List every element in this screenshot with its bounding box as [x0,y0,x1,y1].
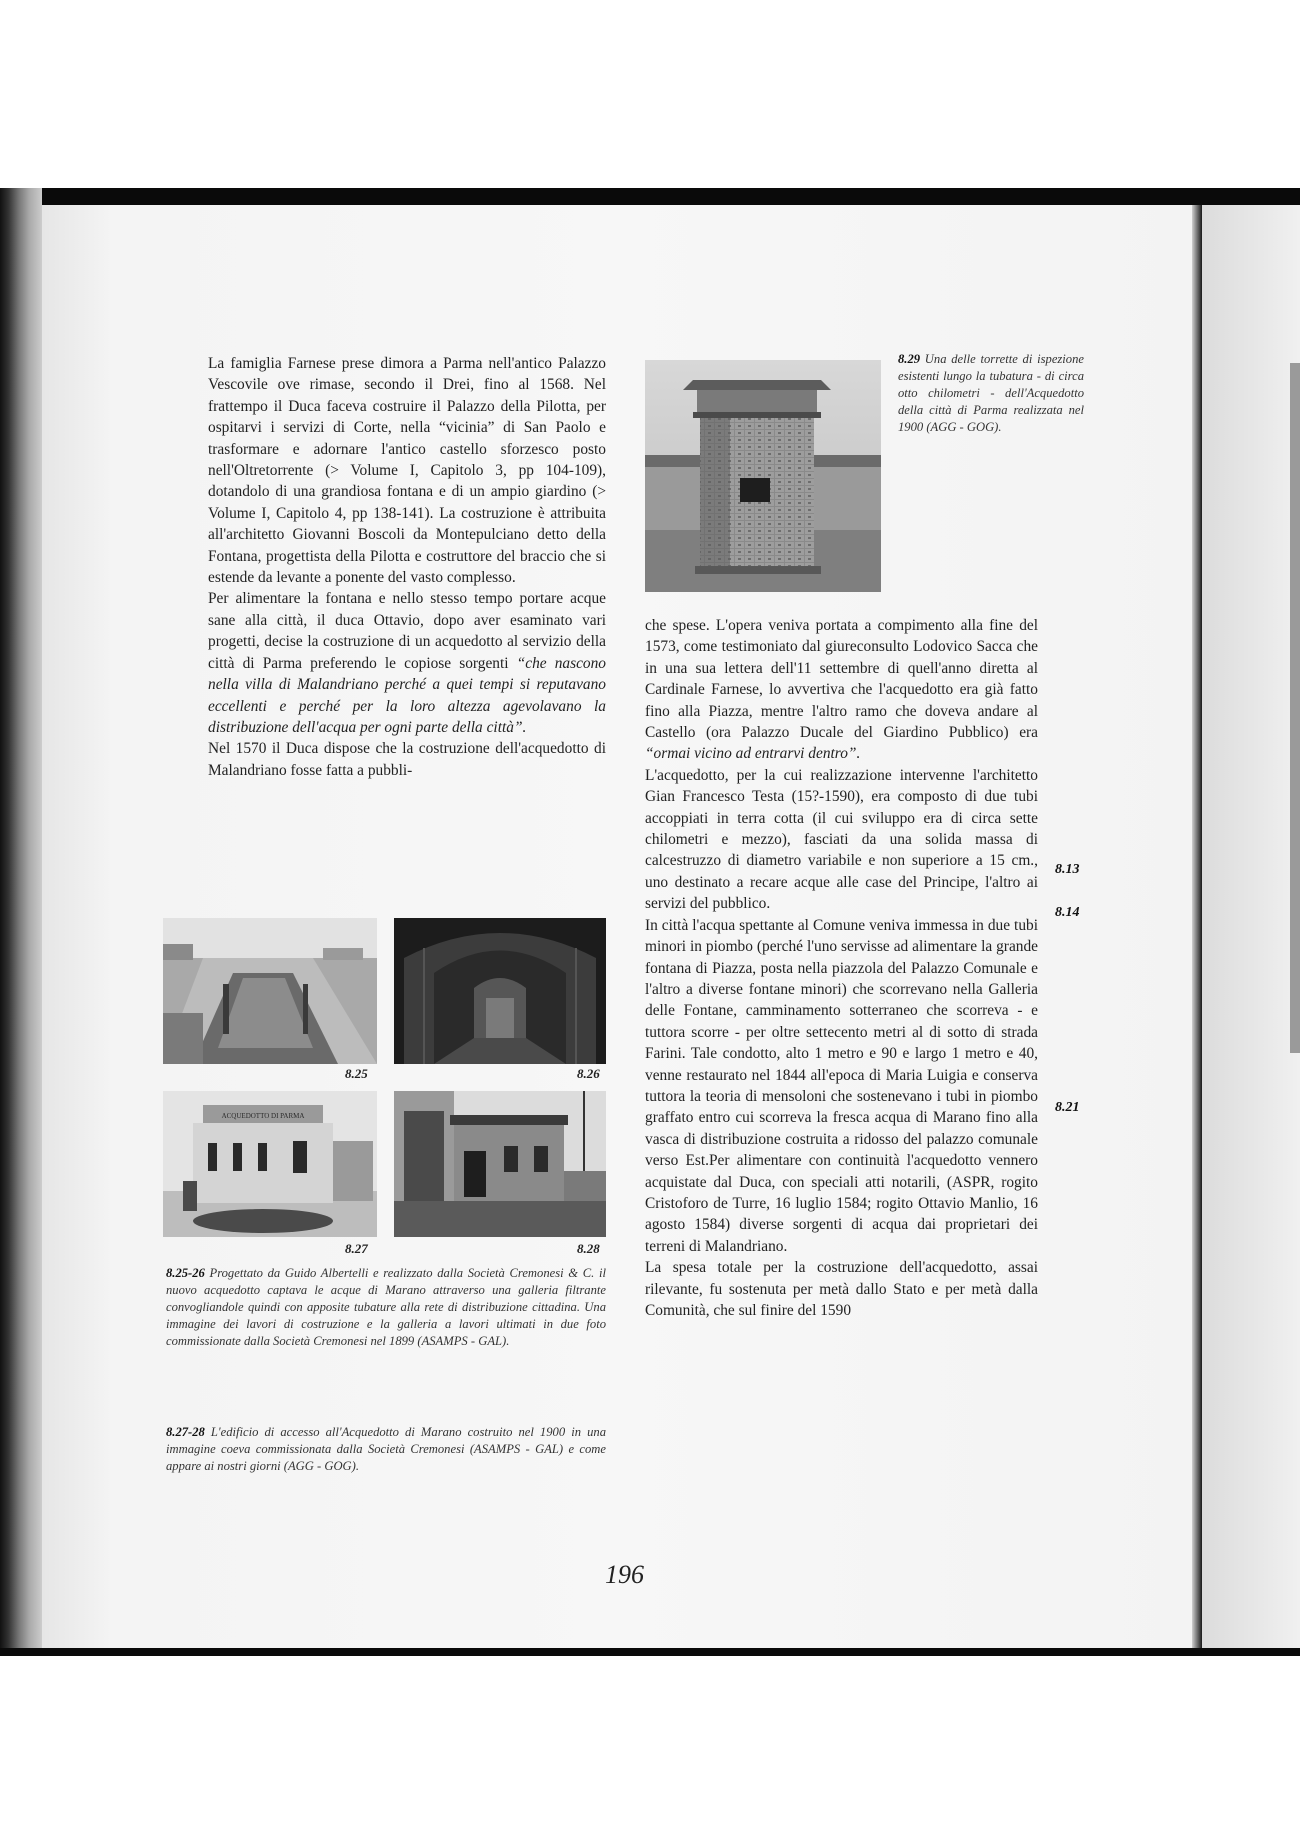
paragraph: Per alimentare la fontana e nello stesso tempo portare acque sane alla città, il duca Ottavio, dopo aver esaminato vari progetti, decise la costruzione di un acquedotto al servizio della città di Parma preferendo le copiose sorgenti “che nascono nella villa di Malandriano perché a quei tempi si reputavano eccellenti e perché per la loro altezza agevolavano la distribuzione dell'acqua per ogni parte della città”. [208,590,607,736]
quote-italic: “che nascono nella villa di Malandriano perché a quei tempi si reputavano eccellenti e perché per la loro altezza agevolavano la distribuzione dell'acqua per ogni parte della città”. [208,654,607,736]
page-gutter [1192,205,1202,1648]
caption-8-25-26: 8.25-26 Progettato da Guido Albertelli e realizzato dalla Società Cremonesi & C. il nuovo acquedotto captava le acque di Marano attraverso una galleria filtrante convogliandole quindi con apposite tubature alla rete di distribuzione cittadina. Una immagine dei lavori di costruzione e la galleria a lavori ultimati in due foto commissionate dalla Società Cremonesi nel 1899 (ASAMPS - GAL). [166,1266,606,1348]
next-page-edge [1202,205,1300,1648]
quote-italic: “ormai vicino ad entrarvi dentro”. [645,745,861,763]
photo-label: 8.25 [345,1066,368,1081]
building-sign-text: ACQUEDOTTO DI PARMA [221,1112,305,1120]
right-text-column [645,615,1038,1321]
paragraph: L'acquedotto, per la cui realizzazione intervenne l'architetto Gian Francesco Testa (15?-1590), era composto di due tubi accoppiati in terra cotta (il cui sviluppo era di circa sette chilometri e mezzo), fasciati da una solida massa di calcestruzzo di diametro variabile e non superiore a 15 cm., uno destinato a recare acque alle case del Principe, l'altro ai servizi del pubblico. [645,766,1038,913]
paragraph: che spese. L'opera veniva portata a compimento alla fine del 1573, come testimoniato dal giureconsulto Lodovico Sacca che in una sua lettera dell'11 settembre di quell'anno diretta al Cardinale Farnese, lo avvertiva che l'acquedotto era già fatto fino alla Piazza, mentre l'altro ramo che doveva andare al Castello (ora Palazzo Ducale del Giardino Pubblico) era “ormai vicino ad entrarvi dentro”. [645,617,1038,763]
next-page-photo-edge [1290,363,1300,1053]
photo-label: 8.28 [577,1241,600,1256]
photo-construction-works [163,918,377,1064]
photo-inspection-tower [645,360,881,592]
margin-ref: 8.21 [1055,1100,1080,1115]
photo-filter-gallery [394,918,606,1064]
photo-label: 8.26 [577,1066,600,1081]
photo-access-building-today [394,1091,606,1237]
paragraph: Nel 1570 il Duca dispose che la costruzione dell'acquedotto di Malandriano fosse fatta a pubbli- [208,740,606,779]
photo-access-building-1900 [163,1091,377,1237]
paragraph: In città l'acqua spettante al Comune veniva immessa in due tubi minori in piombo (perché l'uno servisse ad alimentare la grande fontana di Piazza, posta nella piazzola del Palazzo Comunale e l'altro a diverse fontane minori) che scorrevano nella Galleria delle Fontane, camminamento sotterraneo che scorreva - e tuttora scorre - per oltre settecento metri al di sotto di strada Farini. Tale condotto, alto 1 metro e 90 e largo 1 metro e 40, venne restaurato nel 1844 all'epoca di Maria Luigia e conserva tuttora la teoria di mensoloni che sostenevano i tubi in piombo graffato entro cui scorreva la fresca acqua di Marano fino alla vasca di distribuzione costruita a ridosso del palazzo comunale verso Est.Per alimentare con continuità l'acquedotto vennero acquistate dal Duca, con speciali atti notarili, (ASPR, rogito Cristoforo de Turre, 16 luglio 1584; rogito Ottavio Manlio, 16 agosto 1584) diverse sorgenti di acqua dai proprietari dei terreni di Malandriano. [645,916,1038,1255]
book-spine [0,188,42,1656]
margin-ref: 8.14 [1055,905,1080,920]
paragraph: La famiglia Farnese prese dimora a Parma nell'antico Palazzo Vescovile ove rimase, secondo il Drei, fino al 1568. Nel frattempo il Duca faceva costruire il Palazzo della Pilotta, per ospitarvi i servizi di Corte, nella “vicinia” di San Paolo e trasformare e adornare l'antico castello sforzesco posto nell'Oltretorrente (> Volume I, Capitolo 3, pp 104-109), dotandolo di una grandiosa fontana e di un ampio giardino (> Volume I, Capitolo 4, pp 138-141). La costruzione è attribuita all'architetto Giovanni Boscoli da Montepulciano detto della Fontana, progettista della Pilotta e costruttore del braccio che si estende da levante a ponente del vasto complesso. [208,355,606,587]
photo-label: 8.27 [345,1241,368,1256]
scan-border-bottom [0,1648,1300,1656]
left-text-column [208,353,606,781]
caption-8-27-28: 8.27-28 L'edificio di accesso all'Acquedotto di Marano costruito nel 1900 in una immagine coeva commissionata dalla Società Cremonesi (ASAMPS - GAL) e come appare ai nostri giorni (AGG - GOG). [166,1425,606,1473]
page-number: 196 [605,1560,644,1589]
margin-ref: 8.13 [1055,862,1080,877]
caption-8-29: 8.29 Una delle torrette di ispezione esistenti lungo la tubatura - di circa otto chilometri - dell'Acquedotto della città di Parma realizzata nel 1900 (AGG - GOG). [898,352,1084,434]
paragraph: La spesa totale per la costruzione dell'acquedotto, assai rilevante, fu sostenuta per metà dallo Stato e per metà dalla Comunità, che sul finire del 1590 [645,1259,1038,1319]
